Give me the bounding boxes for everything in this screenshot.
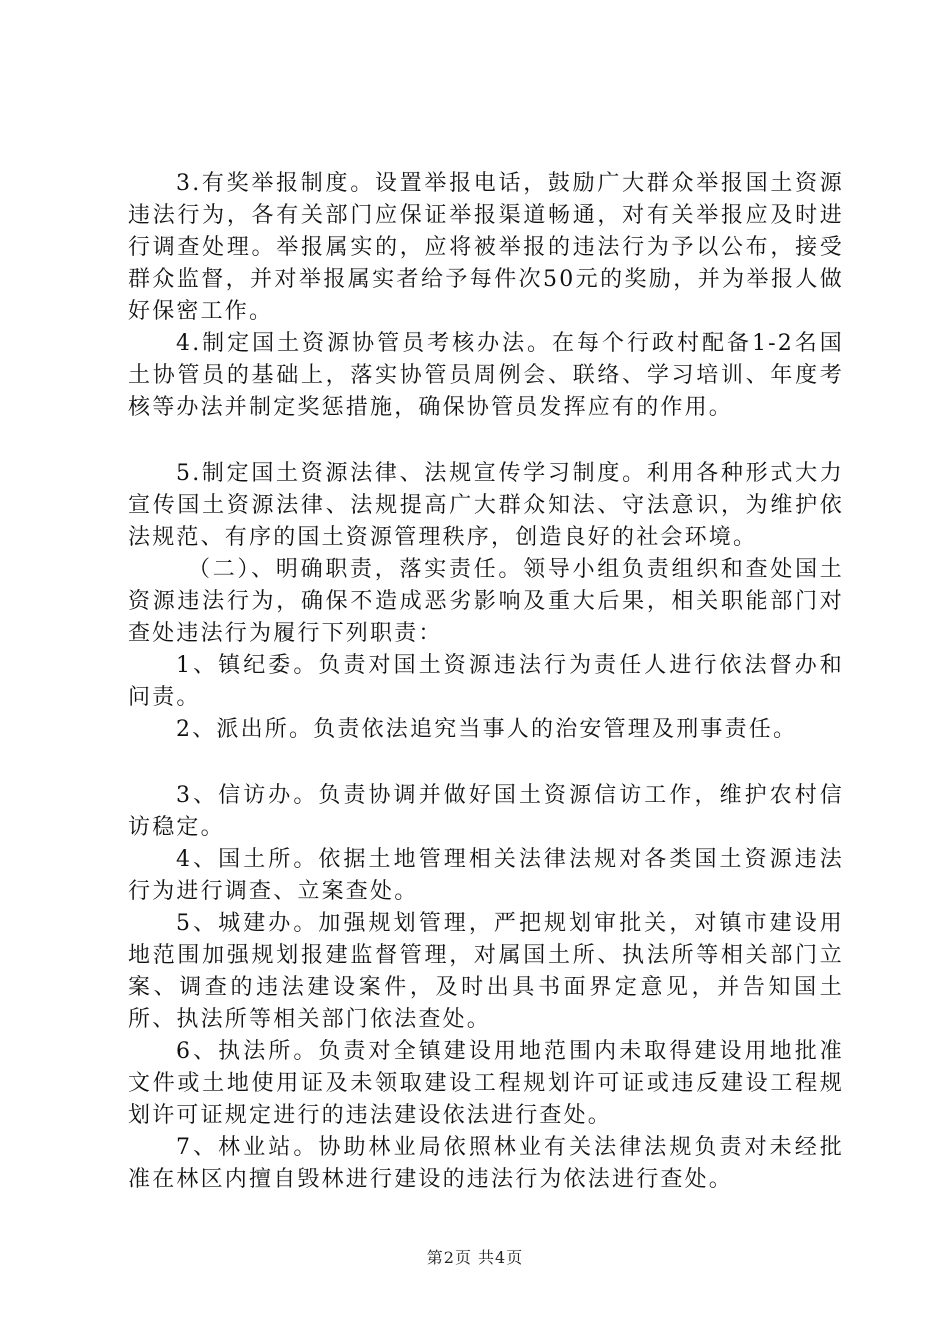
paragraph-responsibilities-heading: （二）、明确职责，落实责任。领导小组负责组织和查处国土资源违法行为，确保不造成恶劣影响及重大后果，相关职能部门对查处违法行为履行下列职责： [128, 557, 844, 646]
page-footer: 第2页 共4页 [426, 1248, 524, 1267]
paragraph-urban-construction-office: 5、城建办。加强规划管理，严把规划审批关，对镇市建设用地范围加强规划报建监督管理，对属国土所、执法所等相关部门立案、调查的违法建设案件，及时出具书面界定意见，并告知国土所、执法所等相关部门依法查处。 [128, 911, 844, 1032]
paragraph-law-enforcement-office: 6、执法所。负责对全镇建设用地范围内未取得建设用地批准文件或土地使用证及未领取建设工程规划许可证或违反建设工程规划许可证规定进行的违法建设依法进行查处。 [128, 1039, 844, 1128]
document-body [128, 168, 844, 1196]
paragraph-forestry-station: 7、林业站。协助林业局依照林业有关法律法规负责对未经批准在林区内擅自毁林进行建设的违法行为依法进行查处。 [128, 1135, 844, 1192]
paragraph-reporting-reward: 3.有奖举报制度。设置举报电话，鼓励广大群众举报国土资源违法行为，各有关部门应保证举报渠道畅通，对有关举报应及时进行调查处理。举报属实的，应将被举报的违法行为予以公布，接受群众监督，并对举报属实者给予每件次50元的奖励，并为举报人做好保密工作。 [128, 171, 844, 324]
paragraph-land-office: 4、国土所。依据土地管理相关法律法规对各类国土资源违法行为进行调查、立案查处。 [128, 847, 844, 904]
paragraph-petition-office: 3、信访办。负责协调并做好国土资源信访工作，维护农村信访稳定。 [128, 783, 844, 840]
paragraph-police-station: 2、派出所。负责依法追究当事人的治安管理及刑事责任。 [176, 717, 798, 742]
paragraph-coordinator-assessment: 4.制定国土资源协管员考核办法。在每个行政村配备1-2名国土协管员的基础上，落实协管员周例会、联络、学习培训、年度考核等办法并制定奖惩措施，确保协管员发挥应有的作用。 [128, 331, 844, 420]
paragraph-discipline-committee: 1、镇纪委。负责对国土资源违法行为责任人进行依法督办和问责。 [128, 653, 844, 710]
paragraph-legal-publicity: 5.制定国土资源法律、法规宣传学习制度。利用各种形式大力宣传国土资源法律、法规提高广大群众知法、守法意识，为维护依法规范、有序的国土资源管理秩序，创造良好的社会环境。 [128, 461, 844, 550]
